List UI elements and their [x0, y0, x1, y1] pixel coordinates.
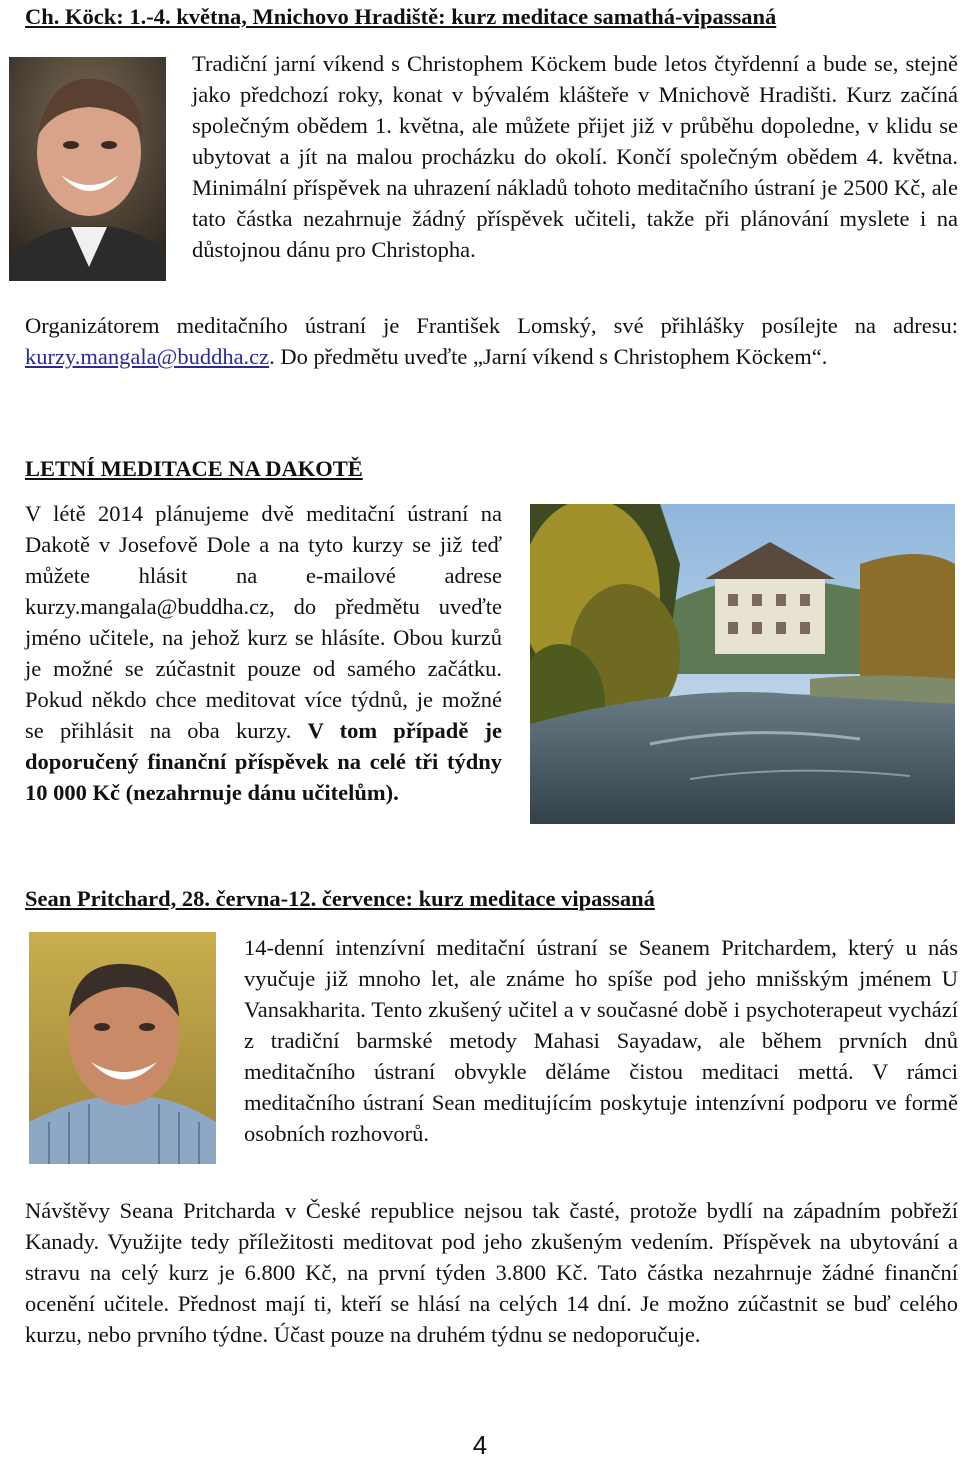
photo-dakota-river: [530, 504, 955, 824]
kock-registration-paragraph: [25, 310, 958, 372]
registration-email-link[interactable]: kurzy.mangala@buddha.cz: [25, 344, 270, 369]
dakota-text-bold: V tom případě je doporučený finanční příspěvek na celé tři týdny 10 000 Kč (nezahrnuje dánu učitelům).: [25, 718, 502, 805]
section-heading-kock: Ch. Köck: 1.-4. května, Mnichovo Hradiště: kurz meditace samathá-vipassaná: [25, 4, 777, 29]
portrait-christoph-kock: [9, 57, 166, 281]
page-number: 4: [472, 1430, 488, 1460]
pritchard-details-paragraph: Návštěvy Seana Pritcharda v České republice nejsou tak časté, protože bydlí na západním pobřeží Kanady. Využijte tedy příležitosti meditovat pod jeho zkušeným vedením. Příspěvek na ubytování a stravu na celý kurz je 6.800 Kč, na první týden 3.800 Kč. Tato částka nezahrnuje žádné finanční ocenění učitele. Přednost mají ti, kteří se hlásí na celých 14 dní. Je možno zúčastnit se buď celého kurzu, nebo prvního týdne. Účast pouze na druhém týdnu se nedoporučuje.: [25, 1198, 958, 1347]
portrait-sean-pritchard: [29, 932, 216, 1164]
kock-intro-paragraph: Tradiční jarní víkend s Christophem Köckem bude letos čtyřdenní a bude se, stejně jako předchozí roky, konat v bývalém klášteře v Mnichově Hradišti. Kurz začíná společným obědem 1. května, ale můžete přijet již v průběhu dopoledne, v klidu se ubytovat a jít na malou procházku do okolí. Končí společným obědem 4. května. Minimální příspěvek na uhrazení nákladů tohoto meditačního ústraní je 2500 Kč, ale tato částka nezahrnuje žádný příspěvek učiteli, takže při plánování myslete i na důstojnou dánu pro Christopha.: [192, 51, 958, 262]
registration-text-before: Organizátorem meditačního ústraní je František Lomský, své přihlášky posílejte na adresu:: [25, 313, 958, 338]
dakota-paragraph: [25, 498, 502, 808]
dakota-text-normal: V létě 2014 plánujeme dvě meditační ústraní na Dakotě v Josefově Dole a na tyto kurzy se již teď můžete hlásit na e-mailové adrese kurzy.mangala@buddha.cz, do předmětu uveďte jméno učitele, na jehož kurz se hlásíte. Obou kurzů je možné se zúčastnit pouze od samého začátku. Pokud někdo chce meditovat více týdnů, je možné se přihlásit na oba kurzy.: [25, 501, 502, 743]
registration-text-after: . Do předmětu uveďte „Jarní víkend s Christophem Köckem“.: [269, 344, 828, 369]
section-heading-dakota: LETNÍ MEDITACE NA DAKOTĚ: [25, 456, 363, 481]
pritchard-intro-paragraph: 14-denní intenzívní meditační ústraní se Seanem Pritchardem, který u nás vyučuje již mnoho let, ale známe ho spíše pod jeho mnišským jménem U Vansakharita. Tento zkušený učitel a v současné době i psychoterapeut vychází z tradiční barmské metody Mahasi Sayadaw, ale během prvních dnů meditačního ústraní obvykle děláme čistou meditaci mettá. V rámci meditačního ústraní Sean meditujícím poskytuje intenzívní podporu ve formě osobních rozhovorů.: [244, 935, 958, 1146]
section-heading-pritchard: Sean Pritchard, 28. června-12. července: kurz meditace vipassaná: [25, 886, 655, 911]
